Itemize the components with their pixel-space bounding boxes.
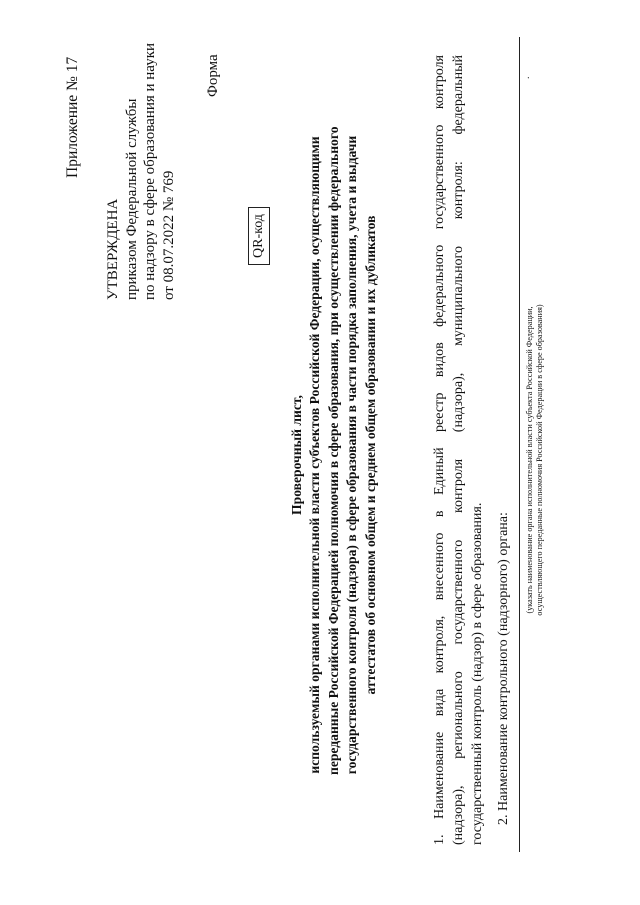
approval-block	[104, 43, 178, 300]
fill-in-line-mark: .	[521, 76, 532, 79]
fill-in-line	[519, 37, 520, 852]
title-line: используемый органами исполнительной власти субъектов Российской Федерации, осуществляющими	[307, 136, 323, 774]
annex-number: Приложение № 17	[64, 56, 81, 178]
title-line: переданные Российской Федерацией полномочия в сфере образования, при осуществлении федерального	[325, 126, 341, 775]
footnote-line: (указать наименование органа исполнительной власти субъекта Российской Федерации,	[525, 306, 534, 614]
approval-line: приказом Федеральной службы	[123, 98, 140, 300]
approval-line: УТВЕРЖДЕНА	[105, 198, 121, 300]
document-title	[288, 126, 380, 775]
title-line: Проверочный лист,	[289, 395, 304, 515]
item-1-line: 1. Наименование вида контроля, внесенного в Единый реестр видов федерального государственного контроля	[432, 55, 447, 845]
title-line: аттестатов об основном общем и среднем общем образовании и их дубликатов	[362, 215, 378, 695]
item-2-paragraph: 2. Наименование контрольного (надзорного) органа:	[496, 512, 511, 825]
qr-code-box: QR-код	[248, 207, 270, 265]
item-1-line: государственный контроль (надзор) в сфере образования.	[470, 502, 485, 845]
footnote	[525, 210, 545, 710]
item-1-paragraph	[430, 55, 487, 845]
title-line: государственного контроля (надзора) в сфере образования в части порядка заполнения, учета и выдачи	[344, 135, 360, 775]
item-1-line: (надзора), регионального государственного контроля (надзора), муниципального контроля: федеральный	[451, 55, 466, 845]
approval-line: от 08.07.2022 № 769	[160, 170, 177, 300]
approval-line: по надзору в сфере образования и науки	[142, 42, 158, 300]
footnote-line: осуществляющего переданные полномочия Российской Федерации в сфере образования)	[535, 304, 544, 616]
form-label: Форма	[205, 54, 221, 97]
